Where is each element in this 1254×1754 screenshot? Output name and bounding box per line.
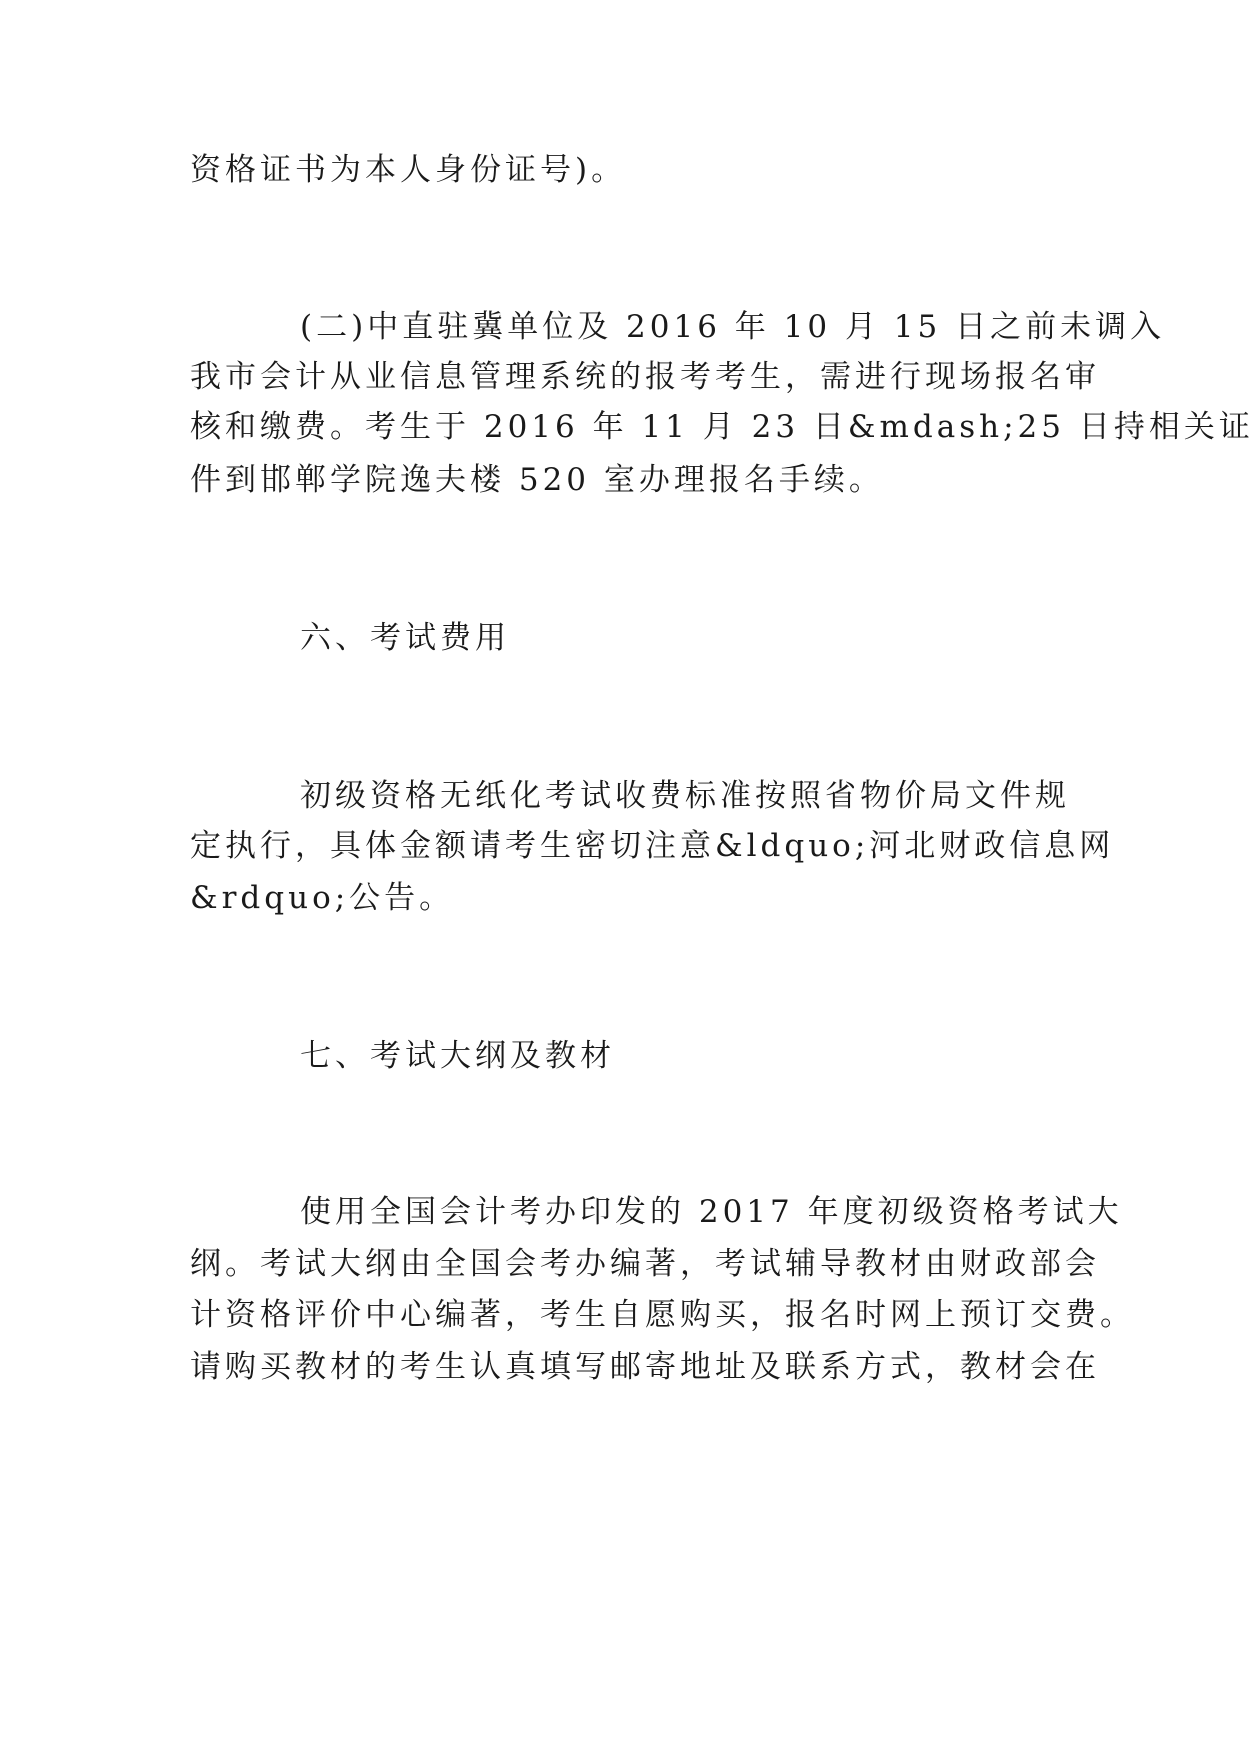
paragraph-line: 定执行，具体金额请考生密切注意&ldquo;河北财政信息网 — [190, 828, 1115, 864]
paragraph-line: 计资格评价中心编著，考生自愿购买，报名时网上预订交费。 — [190, 1297, 1135, 1333]
paragraph-line: 请购买教材的考生认真填写邮寄地址及联系方式，教材会在 — [190, 1349, 1100, 1385]
paragraph-line: &rdquo;公告。 — [190, 880, 455, 916]
section-heading: 六、考试费用 — [300, 620, 510, 656]
paragraph-line: (二)中直驻冀单位及 2016 年 10 月 15 日之前未调入 — [300, 309, 1166, 345]
section-heading: 七、考试大纲及教材 — [300, 1038, 615, 1074]
paragraph-line: 初级资格无纸化考试收费标准按照省物价局文件规 — [300, 778, 1070, 814]
paragraph-line: 件到邯郸学院逸夫楼 520 室办理报名手续。 — [190, 462, 884, 498]
paragraph-line: 使用全国会计考办印发的 2017 年度初级资格考试大 — [300, 1194, 1123, 1230]
paragraph-line: 我市会计从业信息管理系统的报考考生，需进行现场报名审 — [190, 359, 1100, 395]
paragraph-line: 核和缴费。考生于 2016 年 11 月 23 日&mdash;25 日持相关证 — [190, 409, 1254, 445]
paragraph-line: 资格证书为本人身份证号)。 — [190, 152, 627, 188]
paragraph-line: 纲。考试大纲由全国会考办编著，考试辅导教材由财政部会 — [190, 1246, 1100, 1282]
